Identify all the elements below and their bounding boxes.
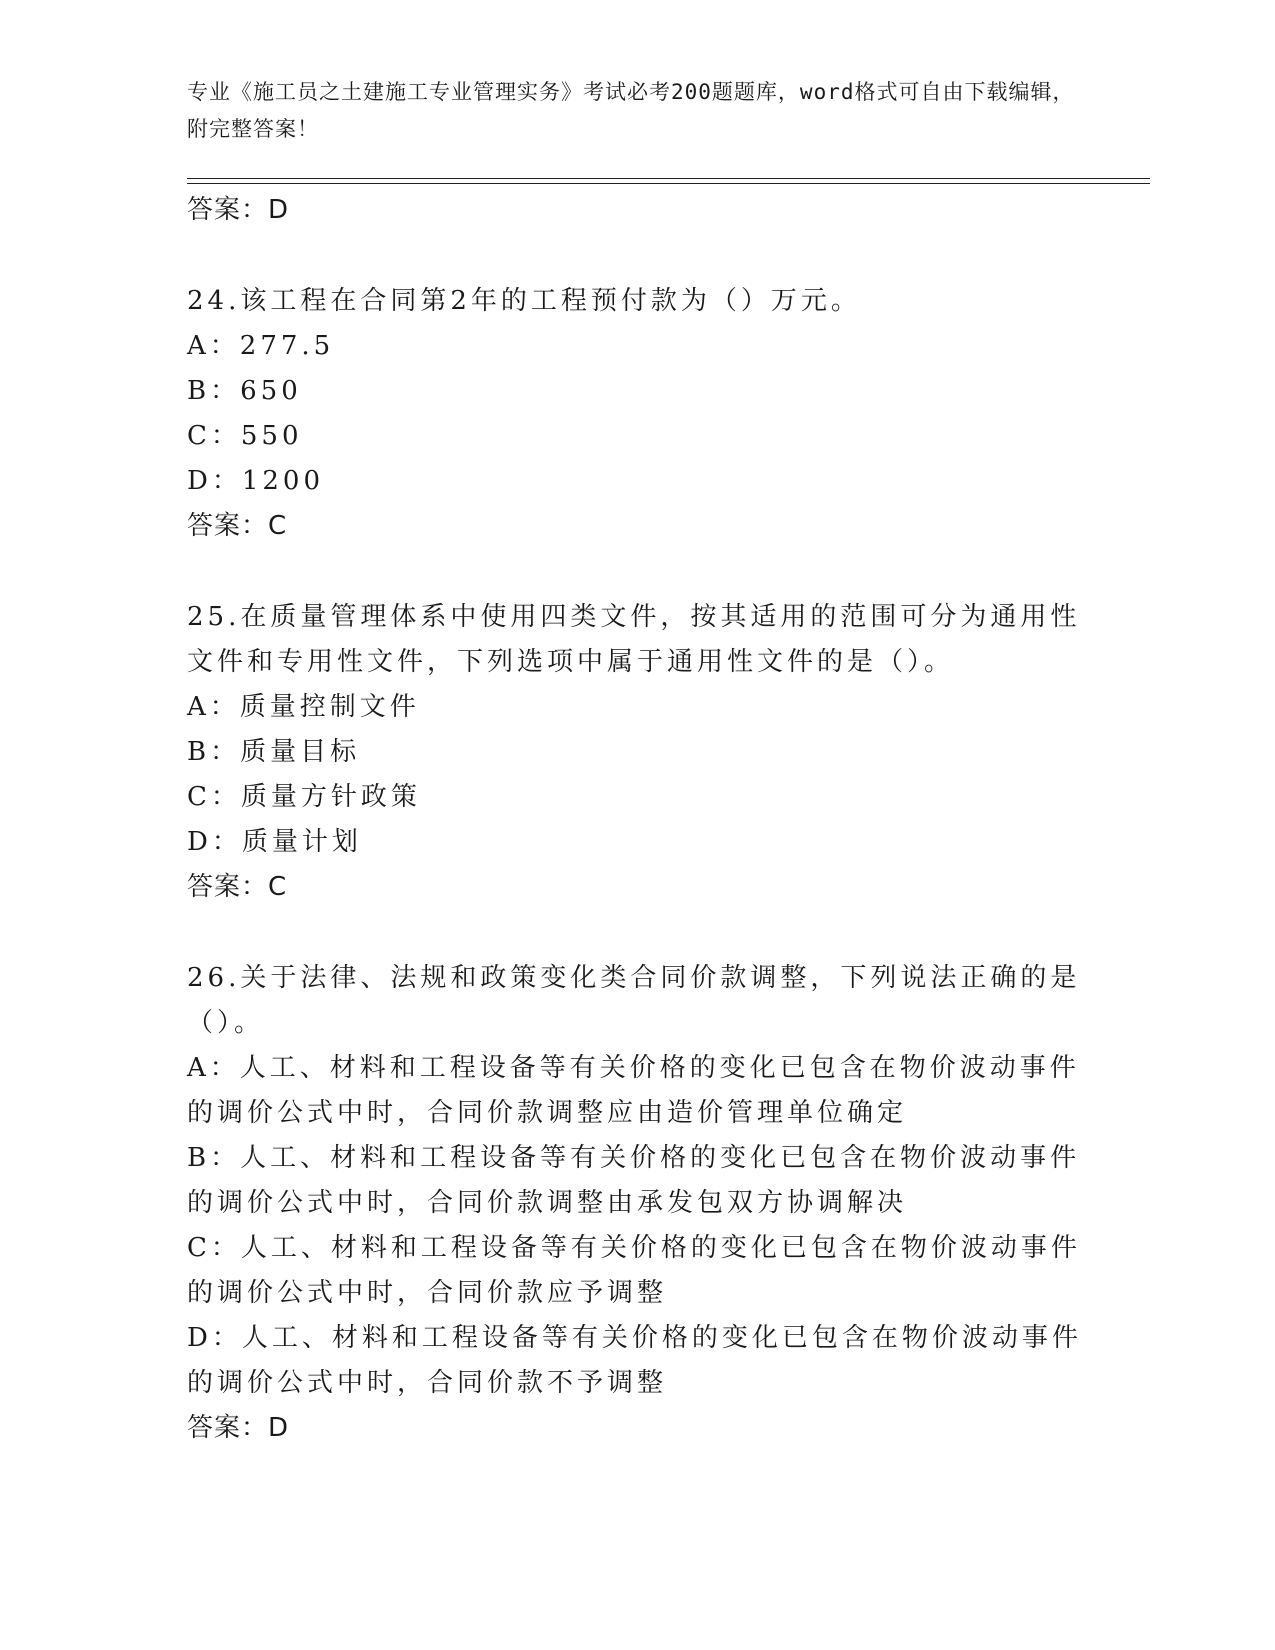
option-d: D：质量计划 bbox=[187, 827, 362, 857]
option-c: C：人工、材料和工程设备等有关价格的变化已包含在物价波动事件的调价公式中时，合同价款应予调整 bbox=[187, 1233, 1081, 1308]
answer-line: 答案：D bbox=[187, 1413, 290, 1443]
document-body bbox=[187, 188, 1087, 1451]
question-text: 24.该工程在合同第2年的工程预付款为（）万元。 bbox=[187, 286, 861, 316]
answer-line: 答案：D bbox=[187, 195, 290, 225]
option-a: A：质量控制文件 bbox=[187, 692, 420, 722]
header-divider-bottom bbox=[187, 183, 1150, 184]
question-block bbox=[187, 956, 1087, 1451]
question-block bbox=[187, 279, 1087, 549]
answer-line: 答案：C bbox=[187, 872, 288, 902]
option-c: C：550 bbox=[187, 421, 303, 451]
question-block bbox=[187, 595, 1087, 910]
header-divider-top bbox=[187, 178, 1150, 179]
option-d: D：人工、材料和工程设备等有关价格的变化已包含在物价波动事件的调价公式中时，合同价款不予调整 bbox=[187, 1323, 1082, 1398]
option-b: B：650 bbox=[187, 376, 302, 406]
option-a: A：人工、材料和工程设备等有关价格的变化已包含在物价波动事件的调价公式中时，合同价款调整应由造价管理单位确定 bbox=[187, 1053, 1080, 1128]
option-c: C：质量方针政策 bbox=[187, 782, 421, 812]
question-text: 25.在质量管理体系中使用四类文件，按其适用的范围可分为通用性文件和专用性文件，下列选项中属于通用性文件的是（）。 bbox=[187, 602, 1081, 677]
option-b: B：人工、材料和工程设备等有关价格的变化已包含在物价波动事件的调价公式中时，合同价款调整由承发包双方协调解决 bbox=[187, 1143, 1081, 1218]
page-header: 专业《施工员之土建施工专业管理实务》考试必考200题题库，word格式可自由下载编辑，附完整答案！ bbox=[187, 80, 1075, 141]
option-a: A：277.5 bbox=[187, 331, 335, 361]
option-b: B：质量目标 bbox=[187, 737, 361, 767]
answer-line: 答案：C bbox=[187, 511, 288, 541]
question-text: 26.关于法律、法规和政策变化类合同价款调整，下列说法正确的是（）。 bbox=[187, 963, 1081, 1038]
option-d: D：1200 bbox=[187, 466, 325, 496]
